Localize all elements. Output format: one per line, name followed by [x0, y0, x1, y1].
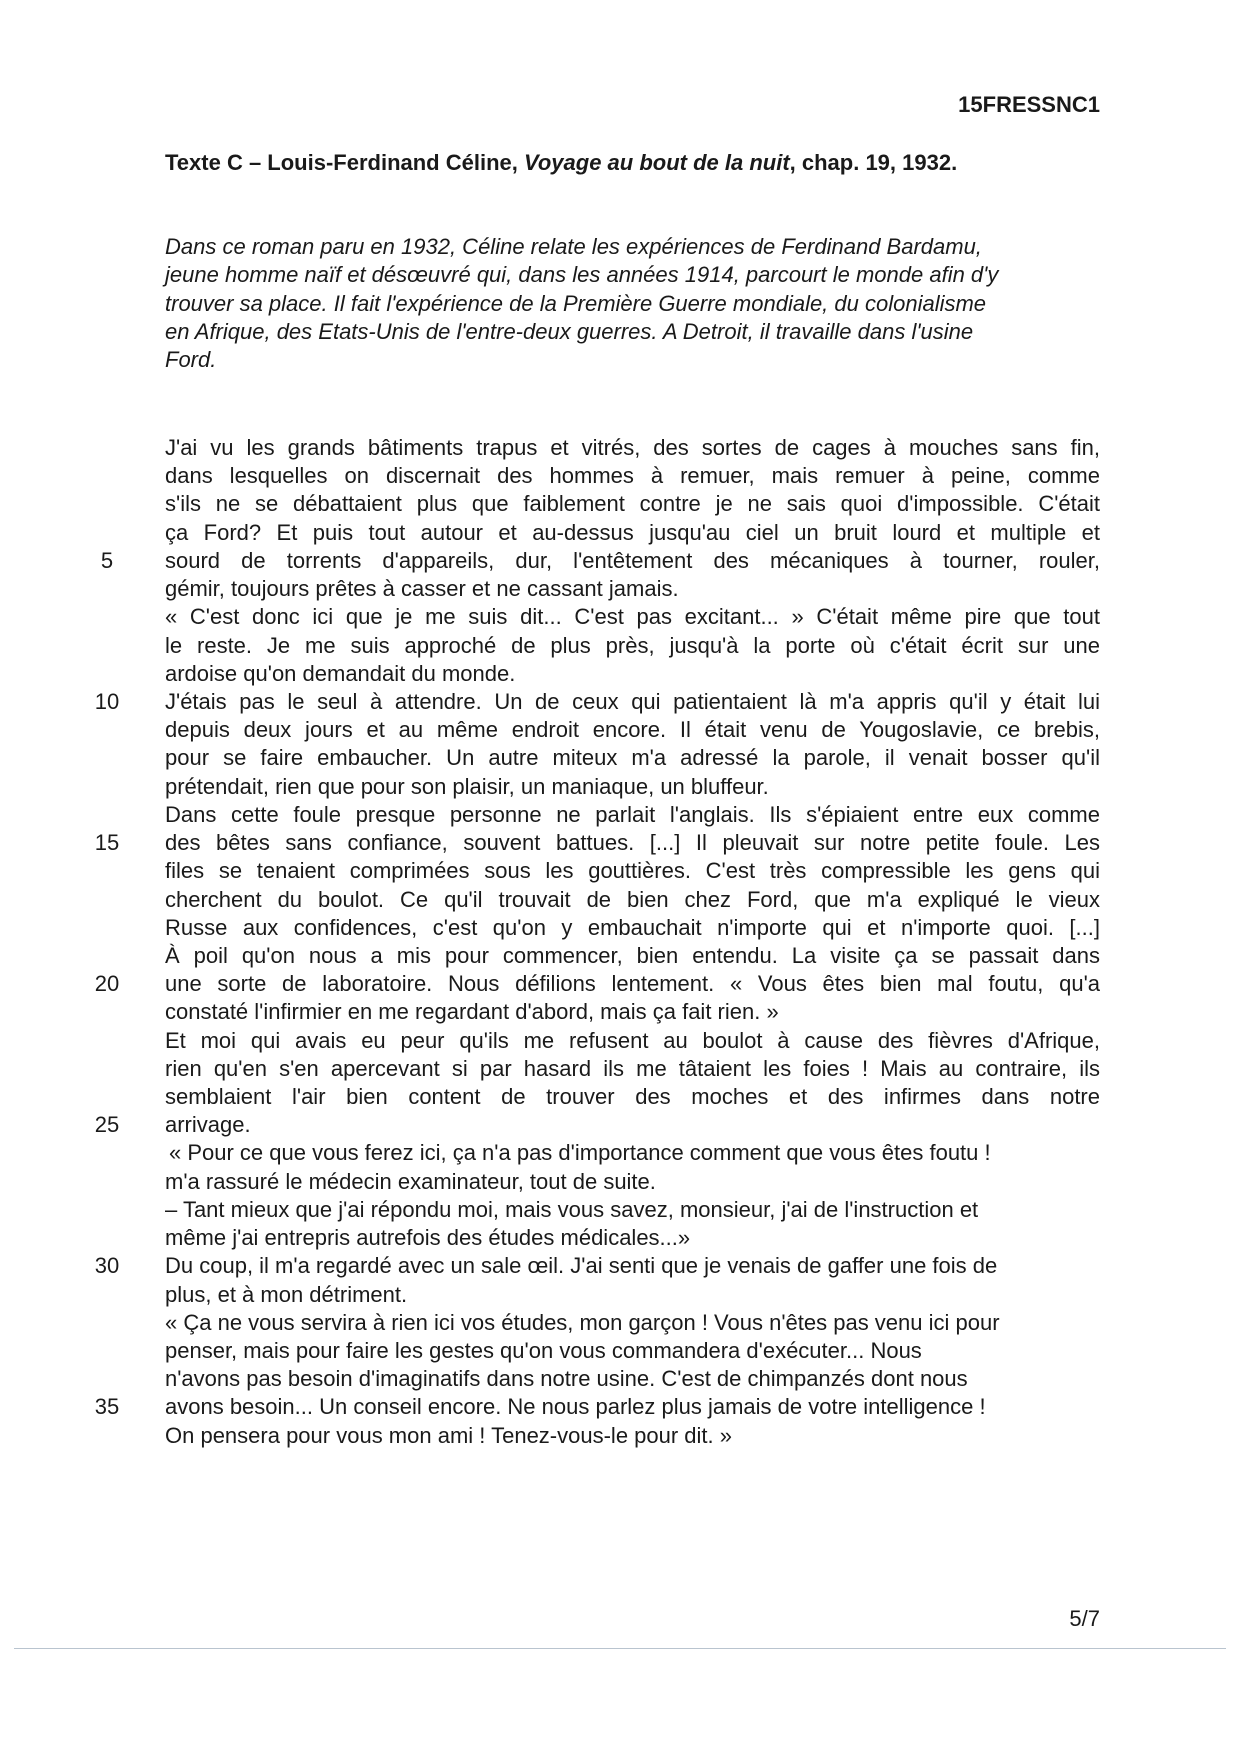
passage-line-text: Russe aux confidences, c'est qu'on y embauchait n'importe qui et n'importe quoi. [...] [165, 914, 1100, 940]
footer-divider [14, 1648, 1226, 1649]
passage-line-text: n'avons pas besoin d'imaginatifs dans notre usine. C'est de chimpanzés dont nous [165, 1366, 968, 1392]
line-number: 25 [94, 1112, 120, 1138]
passage-line [0, 519, 1240, 547]
passage-line [0, 857, 1240, 885]
passage-line-text: depuis deux jours et au même endroit encore. Il était venu de Yougoslavie, ce brebis, [165, 717, 1100, 743]
passage-line [0, 688, 1240, 716]
passage-line-text: le reste. Je me suis approché de plus près, jusqu'à la porte où c'était écrit sur une [165, 632, 1100, 658]
passage-line [0, 716, 1240, 744]
line-number: 20 [94, 971, 120, 997]
passage-line-text: pour se faire embaucher. Un autre miteux m'a adressé la parole, il venait bosser qu'il [165, 745, 1100, 771]
passage-line-text: même j'ai entrepris autrefois des études médicales...» [165, 1225, 691, 1251]
passage-line [0, 998, 1240, 1026]
passage-line-text: prétendait, rien que pour son plaisir, un maniaque, un bluffeur. [165, 773, 769, 799]
passage-line [0, 1224, 1240, 1252]
passage-line-text: cherchent du boulot. Ce qu'il trouvait de bien chez Ford, que m'a expliqué le vieux [165, 886, 1100, 912]
passage-line-text: une sorte de laboratoire. Nous défilions lentement. « Vous êtes bien mal foutu, qu'a [165, 971, 1100, 997]
passage-line [0, 1281, 1240, 1309]
intro-line: jeune homme naïf et désœuvré qui, dans les années 1914, parcourt le monde afin d'y [165, 262, 999, 288]
line-number: 10 [94, 688, 120, 714]
passage-line-text: On pensera pour vous mon ami ! Tenez-vous-le pour dit. » [165, 1422, 733, 1448]
passage-line-text: « Pour ce que vous ferez ici, ça n'a pas d'importance comment que vous êtes foutu ! [169, 1140, 991, 1166]
passage-line-text: plus, et à mon détriment. [165, 1281, 408, 1307]
passage-line [0, 829, 1240, 857]
passage-line [0, 1196, 1240, 1224]
passage-line-text: « C'est donc ici que je me suis dit... C'est pas excitant... » C'était même pire que tout [165, 604, 1100, 630]
passage-line [0, 886, 1240, 914]
passage-line [0, 970, 1240, 998]
line-number: 15 [94, 830, 120, 856]
passage-line-text: avons besoin... Un conseil encore. Ne nous parlez plus jamais de votre intelligence ! [165, 1394, 986, 1420]
line-number: 5 [100, 547, 114, 573]
passage-line [0, 434, 1240, 462]
passage-line-text: ardoise qu'on demandait du monde. [165, 660, 516, 686]
passage-line-text: files se tenaient comprimées sous les gouttières. C'est très compressible les gens qui [165, 858, 1100, 884]
title-work: Voyage au bout de la nuit [523, 150, 790, 175]
passage-line [0, 1083, 1240, 1111]
passage-line [0, 660, 1240, 688]
passage-line [0, 1393, 1240, 1421]
passage-line [0, 1168, 1240, 1196]
passage-line-text: À poil qu'on nous a mis pour commencer, bien entendu. La visite ça se passait dans [165, 942, 1100, 968]
passage-line [0, 1422, 1240, 1450]
passage-line-text: dans lesquelles on discernait des hommes à remuer, mais remuer à peine, comme [165, 463, 1100, 489]
passage-line [0, 1309, 1240, 1337]
intro-line: Ford. [165, 347, 217, 373]
passage-line-text: – Tant mieux que j'ai répondu moi, mais vous savez, monsieur, j'ai de l'instruction et [165, 1196, 979, 1222]
line-number: 35 [94, 1394, 120, 1420]
document-code: 15FRESSNC1 [958, 92, 1100, 117]
passage-line [0, 744, 1240, 772]
passage-line-text: semblaient l'air bien content de trouver des moches et des infirmes dans notre [165, 1084, 1100, 1110]
passage-line-text: s'ils ne se débattaient plus que faiblement contre je ne sais quoi d'impossible. C'était [165, 491, 1100, 517]
passage-line-text: constaté l'infirmier en me regardant d'abord, mais ça fait rien. » [165, 999, 779, 1025]
intro-line: trouver sa place. Il fait l'expérience de la Première Guerre mondiale, du colonialisme [165, 290, 987, 316]
passage-line-text: Et moi qui avais eu peur qu'ils me refusent au boulot à cause des fièvres d'Afrique, [165, 1027, 1100, 1053]
passage-line-text: J'étais pas le seul à attendre. Un de ceux qui patientaient là m'a appris qu'il y était lui [165, 688, 1100, 714]
intro-line: en Afrique, des Etats-Unis de l'entre-deux guerres. A Detroit, il travaille dans l'usine [165, 318, 974, 344]
passage-line [0, 1337, 1240, 1365]
passage-line-text: Dans cette foule presque personne ne parlait l'anglais. Ils s'épiaient entre eux comme [165, 801, 1100, 827]
intro-paragraph [165, 233, 1100, 374]
passage-line-text: Du coup, il m'a regardé avec un sale œil. J'ai senti que je venais de gaffer une fois de [165, 1253, 998, 1279]
passage-line [0, 1365, 1240, 1393]
passage-line-text: sourd de torrents d'appareils, dur, l'entêtement des mécaniques à tourner, rouler, [165, 547, 1100, 573]
passage-line [0, 773, 1240, 801]
passage-line [0, 547, 1240, 575]
passage-line [0, 1055, 1240, 1083]
passage-line-text: ça Ford? Et puis tout autour et au-dessus jusqu'au ciel un bruit lourd et multiple et [165, 519, 1100, 545]
passage-line-text: penser, mais pour faire les gestes qu'on vous commandera d'exécuter... Nous [165, 1338, 922, 1363]
passage-line [0, 575, 1240, 603]
passage-line [0, 603, 1240, 631]
passage-line [0, 914, 1240, 942]
passage-line [0, 632, 1240, 660]
passage-line [0, 1111, 1240, 1139]
title-author: Texte C – Louis-Ferdinand Céline, [165, 150, 524, 175]
passage-line [0, 942, 1240, 970]
passage-line-text: m'a rassuré le médecin examinateur, tout de suite. [165, 1168, 656, 1194]
passage-line-text: « Ça ne vous servira à rien ici vos études, mon garçon ! Vous n'êtes pas venu ici pour [165, 1309, 1000, 1335]
passage-line [0, 1139, 1240, 1167]
page-number: 5/7 [1069, 1606, 1100, 1631]
passage-line [0, 1252, 1240, 1280]
passage-line [0, 1027, 1240, 1055]
passage-line [0, 801, 1240, 829]
passage-line-text: J'ai vu les grands bâtiments trapus et vitrés, des sortes de cages à mouches sans fin, [165, 435, 1100, 460]
passage-line-text: rien qu'en s'en apercevant si par hasard ils me tâtaient les foies ! Mais au contraire, ils [165, 1055, 1100, 1081]
passage-line-text: arrivage. [165, 1112, 251, 1138]
passage-line-text: gémir, toujours prêtes à casser et ne cassant jamais. [165, 576, 679, 602]
passage-line-text: des bêtes sans confiance, souvent battues. [...] Il pleuvait sur notre petite foule. Les [165, 830, 1100, 856]
intro-line: Dans ce roman paru en 1932, Céline relate les expériences de Ferdinand Bardamu, [165, 234, 982, 259]
text-title [165, 150, 957, 176]
title-details: , chap. 19, 1932. [789, 150, 958, 175]
excerpt-passage [0, 434, 1240, 1450]
passage-line [0, 462, 1240, 490]
line-number: 30 [94, 1253, 120, 1279]
passage-line [0, 490, 1240, 518]
